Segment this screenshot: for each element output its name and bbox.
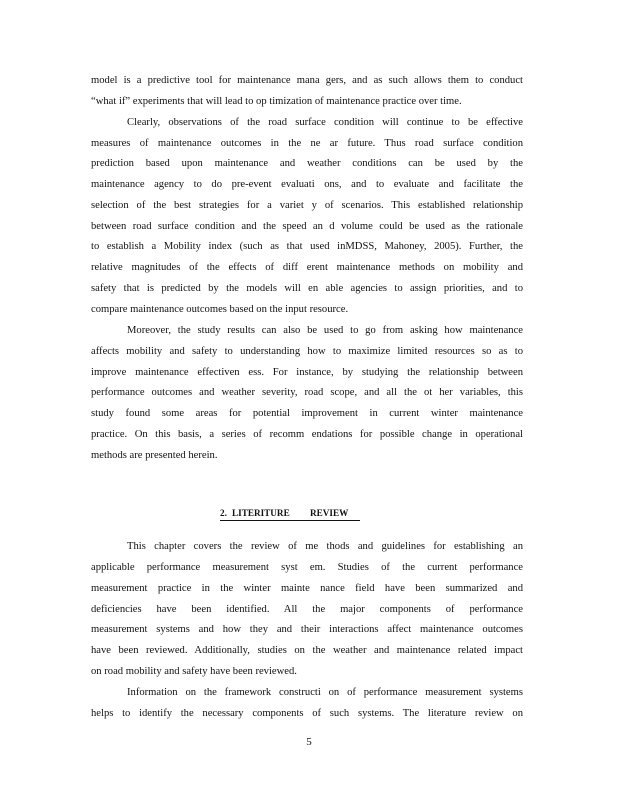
- text-line: Information on the framework constructi on of performance measurement systems: [127, 687, 523, 698]
- text-line: prediction based upon maintenance and weather conditions can be used by the: [91, 158, 523, 169]
- text-line: model is a predictive tool for maintenance mana gers, and as such allows them to conduct: [91, 75, 523, 86]
- text-line: study found some areas for potential improvement in current winter maintenance: [91, 408, 523, 419]
- text-line: Clearly, observations of the road surface condition will continue to be effective: [127, 117, 523, 128]
- text-line: measurement practice in the winter mainte nance field have been summarized and: [91, 583, 523, 594]
- text-line: practice. On this basis, a series of recomm endations for possible change in operational: [91, 429, 523, 440]
- section-title-word: REVIEW: [310, 508, 349, 518]
- text-line: to establish a Mobility index (such as that used inMDSS, Mahoney, 2005). Further, the: [91, 241, 523, 252]
- text-line: improve maintenance effectiven ess. For instance, by studying the relationship between: [91, 367, 523, 378]
- text-line: selection of the best strategies for a variet y of scenarios. This established relationship: [91, 200, 523, 211]
- text-line: compare maintenance outcomes based on the input resource.: [91, 304, 349, 315]
- text-line: helps to identify the necessary components of such systems. The literature review on: [91, 708, 523, 719]
- text-line: deficiencies have been identified. All the major components of performance: [91, 604, 523, 615]
- section-title-word: LITERITURE: [232, 508, 290, 518]
- text-line: affects mobility and safety to understanding how to maximize limited resources so as to: [91, 346, 523, 357]
- text-line: “what if” experiments that will lead to op timization of maintenance practice over time.: [91, 96, 462, 107]
- text-line: between road surface condition and the speed an d volume could be used as the rationale: [91, 221, 523, 232]
- text-line: measures of maintenance outcomes in the ne ar future. Thus road surface condition: [91, 138, 523, 149]
- text-line: Moreover, the study results can also be used to go from asking how maintenance: [127, 325, 523, 336]
- text-line: methods are presented herein.: [91, 450, 218, 461]
- text-line: have been reviewed. Additionally, studies on the weather and maintenance related impact: [91, 645, 523, 656]
- section-heading: [220, 507, 360, 521]
- section-number: 2.: [220, 508, 227, 518]
- text-line: on road mobility and safety have been reviewed.: [91, 666, 297, 677]
- page-number: 5: [306, 736, 312, 748]
- text-line: measurement systems and how they and their interactions affect maintenance outcomes: [91, 624, 523, 635]
- text-line: This chapter covers the review of me thods and guidelines for establishing an: [127, 541, 523, 552]
- text-line: applicable performance measurement syst em. Studies of the current performance: [91, 562, 523, 573]
- text-line: performance outcomes and weather severity, road scope, and all the ot her variables, this: [91, 387, 523, 398]
- text-line: maintenance agency to do pre-event evaluati ons, and to evaluate and facilitate the: [91, 179, 523, 190]
- text-line: relative magnitudes of the effects of diff erent maintenance methods on mobility and: [91, 262, 523, 273]
- text-line: safety that is predicted by the models will en able agencies to assign priorities, and to: [91, 283, 523, 294]
